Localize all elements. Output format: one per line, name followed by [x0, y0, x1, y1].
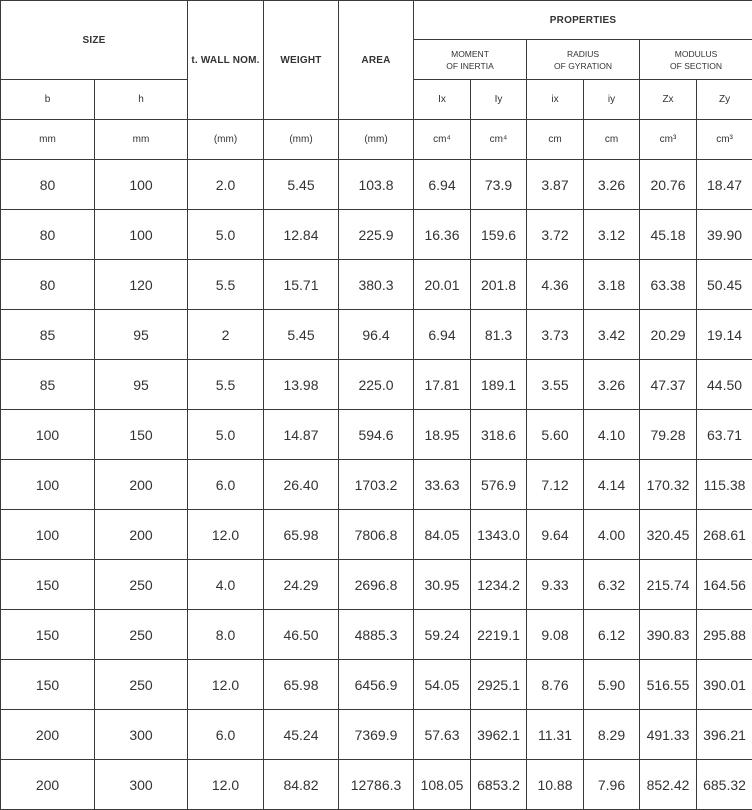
wall-header — [188, 1, 264, 120]
cell-iy-lower: 5.90 — [584, 660, 640, 710]
cell-zy: 19.14 — [697, 310, 752, 360]
cell-iy-lower: 4.14 — [584, 460, 640, 510]
cell-wall: 5.0 — [188, 410, 264, 460]
cell-zx: 20.29 — [640, 310, 697, 360]
cell-ix-upper: 18.95 — [414, 410, 471, 460]
moment-line-1: MOMENT — [451, 48, 489, 59]
cell-wall: 5.0 — [188, 210, 264, 260]
cell-b: 100 — [1, 510, 95, 560]
cell-h: 100 — [95, 210, 188, 260]
cell-area: 7369.9 — [339, 710, 414, 760]
cell-area: 1703.2 — [339, 460, 414, 510]
wall-header-label: t. WALL NOM. — [191, 54, 260, 66]
cell-b: 200 — [1, 710, 95, 760]
moment-of-inertia-header — [414, 40, 527, 80]
cell-iy-lower: 3.12 — [584, 210, 640, 260]
cell-zx: 516.55 — [640, 660, 697, 710]
cell-weight: 45.24 — [264, 710, 339, 760]
cell-iy-lower: 8.29 — [584, 710, 640, 760]
table-body — [1, 160, 752, 810]
zx-unit: cm³ — [640, 120, 697, 160]
cell-ix-upper: 17.81 — [414, 360, 471, 410]
cell-ix-lower: 10.88 — [527, 760, 584, 810]
cell-area: 4885.3 — [339, 610, 414, 660]
cell-ix-upper: 20.01 — [414, 260, 471, 310]
table-row — [1, 360, 752, 410]
iy-lower-unit: cm — [584, 120, 640, 160]
table-row — [1, 560, 752, 610]
cell-wall: 2 — [188, 310, 264, 360]
area-unit: (mm) — [339, 120, 414, 160]
cell-iy-upper: 2219.1 — [471, 610, 527, 660]
cell-b: 85 — [1, 310, 95, 360]
cell-weight: 65.98 — [264, 660, 339, 710]
cell-area: 2696.8 — [339, 560, 414, 610]
cell-weight: 26.40 — [264, 460, 339, 510]
cell-ix-upper: 54.05 — [414, 660, 471, 710]
table-row — [1, 160, 752, 210]
cell-zy: 268.61 — [697, 510, 752, 560]
cell-zy: 164.56 — [697, 560, 752, 610]
properties-header: PROPERTIES — [414, 1, 752, 40]
cell-ix-upper: 57.63 — [414, 710, 471, 760]
cell-wall: 12.0 — [188, 760, 264, 810]
cell-h: 120 — [95, 260, 188, 310]
cell-area: 7806.8 — [339, 510, 414, 560]
table-row — [1, 760, 752, 810]
cell-ix-lower: 4.36 — [527, 260, 584, 310]
cell-iy-upper: 201.8 — [471, 260, 527, 310]
cell-iy-lower: 3.26 — [584, 360, 640, 410]
cell-weight: 13.98 — [264, 360, 339, 410]
cell-zx: 215.74 — [640, 560, 697, 610]
cell-zy: 18.47 — [697, 160, 752, 210]
cell-ix-lower: 8.76 — [527, 660, 584, 710]
cell-iy-upper: 6853.2 — [471, 760, 527, 810]
cell-ix-upper: 59.24 — [414, 610, 471, 660]
cell-iy-upper: 1234.2 — [471, 560, 527, 610]
table-row — [1, 260, 752, 310]
cell-h: 95 — [95, 360, 188, 410]
cell-b: 80 — [1, 160, 95, 210]
h-header: h — [95, 80, 188, 120]
cell-iy-upper: 2925.1 — [471, 660, 527, 710]
cell-zx: 20.76 — [640, 160, 697, 210]
moment-line-2: OF INERTIA — [446, 60, 494, 71]
cell-ix-lower: 5.60 — [527, 410, 584, 460]
cell-zy: 390.01 — [697, 660, 752, 710]
size-header: SIZE — [1, 1, 188, 80]
table-row — [1, 610, 752, 660]
ix-lower-header: ix — [527, 80, 584, 120]
cell-wall: 5.5 — [188, 360, 264, 410]
cell-area: 6456.9 — [339, 660, 414, 710]
cell-zy: 685.32 — [697, 760, 752, 810]
cell-weight: 15.71 — [264, 260, 339, 310]
cell-iy-upper: 159.6 — [471, 210, 527, 260]
b-unit: mm — [1, 120, 95, 160]
cell-zx: 491.33 — [640, 710, 697, 760]
cell-h: 250 — [95, 560, 188, 610]
cell-weight: 5.45 — [264, 310, 339, 360]
radius-line-2: OF GYRATION — [554, 60, 612, 71]
cell-ix-lower: 9.08 — [527, 610, 584, 660]
ix-lower-unit: cm — [527, 120, 584, 160]
cell-h: 200 — [95, 460, 188, 510]
cell-zx: 170.32 — [640, 460, 697, 510]
cell-b: 100 — [1, 460, 95, 510]
cell-ix-upper: 108.05 — [414, 760, 471, 810]
h-unit: mm — [95, 120, 188, 160]
cell-ix-upper: 30.95 — [414, 560, 471, 610]
cell-iy-lower: 4.10 — [584, 410, 640, 460]
cell-area: 225.0 — [339, 360, 414, 410]
iy-upper-header: Iy — [471, 80, 527, 120]
cell-weight: 84.82 — [264, 760, 339, 810]
table-row — [1, 460, 752, 510]
cell-h: 300 — [95, 710, 188, 760]
table-row — [1, 210, 752, 260]
table-row — [1, 510, 752, 560]
cell-ix-upper: 33.63 — [414, 460, 471, 510]
table-row — [1, 310, 752, 360]
cell-weight: 12.84 — [264, 210, 339, 260]
cell-b: 100 — [1, 410, 95, 460]
cell-zx: 63.38 — [640, 260, 697, 310]
cell-b: 200 — [1, 760, 95, 810]
cell-ix-lower: 7.12 — [527, 460, 584, 510]
b-header: b — [1, 80, 95, 120]
radius-line-1: RADIUS — [566, 48, 600, 59]
cell-zy: 295.88 — [697, 610, 752, 660]
cell-iy-lower: 3.18 — [584, 260, 640, 310]
zy-unit: cm³ — [697, 120, 752, 160]
cell-b: 80 — [1, 260, 95, 310]
weight-header: WEIGHT — [264, 1, 339, 120]
cell-zx: 852.42 — [640, 760, 697, 810]
table-row — [1, 660, 752, 710]
cell-h: 95 — [95, 310, 188, 360]
cell-area: 103.8 — [339, 160, 414, 210]
modulus-line-2: OF SECTION — [670, 60, 722, 71]
radius-of-gyration-header — [527, 40, 640, 80]
cell-area: 12786.3 — [339, 760, 414, 810]
cell-iy-lower: 3.26 — [584, 160, 640, 210]
cell-iy-lower: 3.42 — [584, 310, 640, 360]
cell-iy-upper: 1343.0 — [471, 510, 527, 560]
cell-area: 380.3 — [339, 260, 414, 310]
cell-zx: 47.37 — [640, 360, 697, 410]
cell-wall: 12.0 — [188, 510, 264, 560]
iy-upper-unit: cm⁴ — [471, 120, 527, 160]
cell-b: 150 — [1, 610, 95, 660]
cell-h: 150 — [95, 410, 188, 460]
zy-header: Zy — [697, 80, 752, 120]
cell-weight: 65.98 — [264, 510, 339, 560]
cell-ix-upper: 6.94 — [414, 310, 471, 360]
cell-weight: 46.50 — [264, 610, 339, 660]
modulus-of-section-header — [640, 40, 752, 80]
cell-ix-lower: 3.73 — [527, 310, 584, 360]
zx-header: Zx — [640, 80, 697, 120]
cell-iy-upper: 318.6 — [471, 410, 527, 460]
cell-iy-upper: 73.9 — [471, 160, 527, 210]
cell-h: 100 — [95, 160, 188, 210]
cell-b: 150 — [1, 660, 95, 710]
cell-area: 225.9 — [339, 210, 414, 260]
cell-wall: 4.0 — [188, 560, 264, 610]
cell-h: 250 — [95, 610, 188, 660]
cell-zx: 390.83 — [640, 610, 697, 660]
cell-iy-lower: 7.96 — [584, 760, 640, 810]
cell-wall: 6.0 — [188, 710, 264, 760]
table-header — [1, 1, 752, 160]
modulus-line-1: MODULUS — [674, 48, 718, 59]
cell-zy: 39.90 — [697, 210, 752, 260]
cell-wall: 6.0 — [188, 460, 264, 510]
cell-iy-lower: 6.32 — [584, 560, 640, 610]
cell-zy: 50.45 — [697, 260, 752, 310]
cell-ix-upper: 84.05 — [414, 510, 471, 560]
cell-ix-lower: 9.64 — [527, 510, 584, 560]
ix-upper-header: Ix — [414, 80, 471, 120]
cell-ix-lower: 3.55 — [527, 360, 584, 410]
cell-weight: 24.29 — [264, 560, 339, 610]
wall-unit: (mm) — [188, 120, 264, 160]
area-header: AREA — [339, 1, 414, 120]
cell-zx: 45.18 — [640, 210, 697, 260]
cell-zx: 320.45 — [640, 510, 697, 560]
weight-unit: (mm) — [264, 120, 339, 160]
cell-weight: 5.45 — [264, 160, 339, 210]
cell-wall: 5.5 — [188, 260, 264, 310]
cell-ix-upper: 6.94 — [414, 160, 471, 210]
cell-zy: 396.21 — [697, 710, 752, 760]
cell-iy-lower: 4.00 — [584, 510, 640, 560]
cell-ix-lower: 9.33 — [527, 560, 584, 610]
cell-zy: 63.71 — [697, 410, 752, 460]
cell-ix-lower: 11.31 — [527, 710, 584, 760]
cell-area: 96.4 — [339, 310, 414, 360]
cell-iy-upper: 81.3 — [471, 310, 527, 360]
table-row — [1, 710, 752, 760]
cell-h: 200 — [95, 510, 188, 560]
cell-h: 250 — [95, 660, 188, 710]
cell-wall: 8.0 — [188, 610, 264, 660]
cell-zy: 115.38 — [697, 460, 752, 510]
cell-zy: 44.50 — [697, 360, 752, 410]
table-row — [1, 410, 752, 460]
cell-b: 85 — [1, 360, 95, 410]
cell-area: 594.6 — [339, 410, 414, 460]
cell-h: 300 — [95, 760, 188, 810]
cell-weight: 14.87 — [264, 410, 339, 460]
ix-upper-unit: cm⁴ — [414, 120, 471, 160]
cell-wall: 12.0 — [188, 660, 264, 710]
cell-ix-upper: 16.36 — [414, 210, 471, 260]
cell-zx: 79.28 — [640, 410, 697, 460]
cell-ix-lower: 3.72 — [527, 210, 584, 260]
cell-iy-lower: 6.12 — [584, 610, 640, 660]
cell-iy-upper: 576.9 — [471, 460, 527, 510]
cell-iy-upper: 189.1 — [471, 360, 527, 410]
iy-lower-header: iy — [584, 80, 640, 120]
cell-ix-lower: 3.87 — [527, 160, 584, 210]
cell-wall: 2.0 — [188, 160, 264, 210]
cell-iy-upper: 3962.1 — [471, 710, 527, 760]
cell-b: 150 — [1, 560, 95, 610]
cell-b: 80 — [1, 210, 95, 260]
